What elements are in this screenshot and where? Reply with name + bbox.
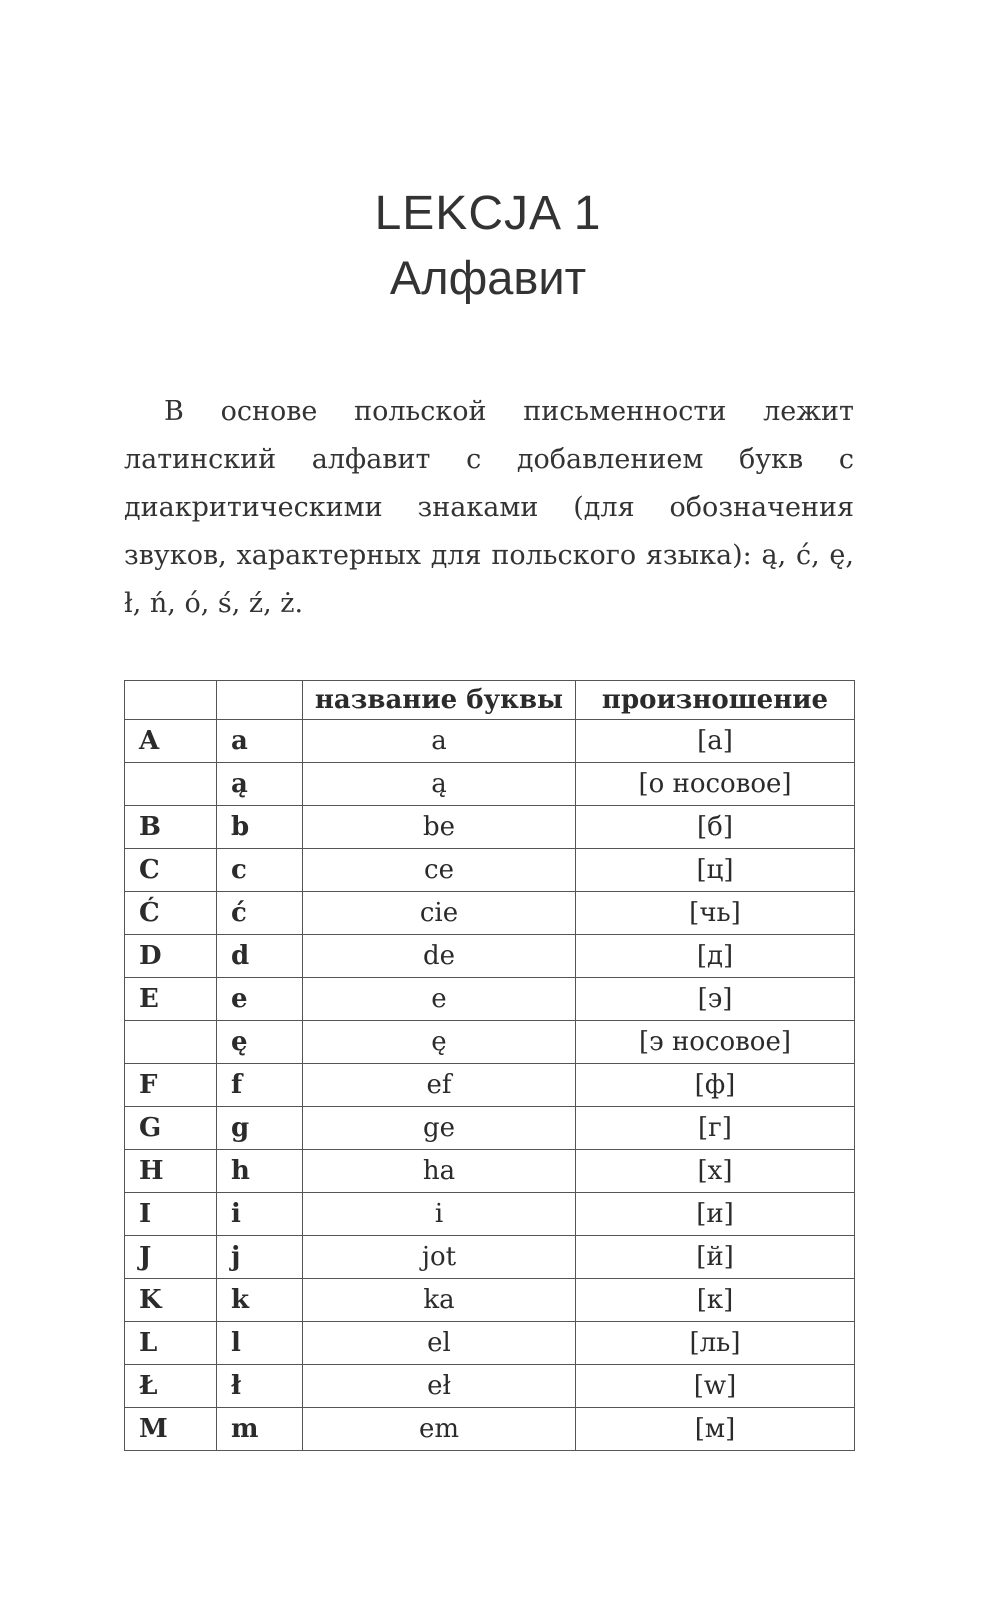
lesson-subtitle: Алфавит — [389, 251, 587, 304]
table-row — [125, 1021, 855, 1064]
pronunciation: [ф] — [576, 1064, 855, 1107]
lowercase-letter: e — [217, 978, 303, 1021]
uppercase-letter: E — [125, 978, 217, 1021]
pronunciation: [й] — [576, 1236, 855, 1279]
letter-name: de — [303, 935, 576, 978]
pronunciation: [чь] — [576, 892, 855, 935]
intro-paragraph: В основе польской письменности лежит латинский алфавит с добавлением букв с диакритическими знаками (для обозначения звуков, характерных для польского языка): ą, ć, ę, ł, ń, ó, ś, ź, ż. — [124, 396, 854, 619]
uppercase-letter: G — [125, 1107, 217, 1150]
letter-name: jot — [303, 1236, 576, 1279]
pronunciation: [и] — [576, 1193, 855, 1236]
pronunciation: [о носовое] — [576, 763, 855, 806]
letter-name: a — [303, 720, 576, 763]
table-row — [125, 978, 855, 1021]
uppercase-letter: C — [125, 849, 217, 892]
alphabet-table-body — [125, 720, 855, 1451]
lowercase-letter: c — [217, 849, 303, 892]
letter-name: be — [303, 806, 576, 849]
letter-name: eł — [303, 1365, 576, 1408]
uppercase-letter: A — [125, 720, 217, 763]
lowercase-letter: g — [217, 1107, 303, 1150]
lowercase-letter: j — [217, 1236, 303, 1279]
pronunciation: [ц] — [576, 849, 855, 892]
table-row — [125, 806, 855, 849]
letter-name: ą — [303, 763, 576, 806]
table-row — [125, 720, 855, 763]
lowercase-letter: f — [217, 1064, 303, 1107]
table-row — [125, 1236, 855, 1279]
uppercase-letter: M — [125, 1408, 217, 1451]
uppercase-letter: F — [125, 1064, 217, 1107]
uppercase-letter: B — [125, 806, 217, 849]
lowercase-letter: k — [217, 1279, 303, 1322]
table-row — [125, 1064, 855, 1107]
table-row — [125, 1150, 855, 1193]
uppercase-letter: L — [125, 1322, 217, 1365]
lowercase-letter: ą — [217, 763, 303, 806]
alphabet-table — [124, 680, 855, 1451]
letter-name: ę — [303, 1021, 576, 1064]
header-letter-name: название буквы — [303, 681, 576, 720]
lowercase-letter: ł — [217, 1365, 303, 1408]
pronunciation: [х] — [576, 1150, 855, 1193]
lesson-heading — [0, 187, 976, 304]
pronunciation: [к] — [576, 1279, 855, 1322]
uppercase-letter: I — [125, 1193, 217, 1236]
table-row — [125, 1193, 855, 1236]
pronunciation: [б] — [576, 806, 855, 849]
uppercase-letter: D — [125, 935, 217, 978]
lowercase-letter: d — [217, 935, 303, 978]
lowercase-letter: ę — [217, 1021, 303, 1064]
table-row — [125, 1365, 855, 1408]
pronunciation: [э] — [576, 978, 855, 1021]
uppercase-letter: H — [125, 1150, 217, 1193]
lesson-title: LEKCJA 1 — [374, 187, 602, 240]
table-header-row — [125, 681, 855, 720]
pronunciation: [э носовое] — [576, 1021, 855, 1064]
pronunciation: [м] — [576, 1408, 855, 1451]
lowercase-letter: a — [217, 720, 303, 763]
table-row — [125, 763, 855, 806]
table-row — [125, 935, 855, 978]
uppercase-letter: Ć — [125, 892, 217, 935]
table-row — [125, 1279, 855, 1322]
letter-name: ka — [303, 1279, 576, 1322]
pronunciation: [д] — [576, 935, 855, 978]
header-lowercase — [217, 681, 303, 720]
lowercase-letter: i — [217, 1193, 303, 1236]
pronunciation: [ль] — [576, 1322, 855, 1365]
pronunciation: [г] — [576, 1107, 855, 1150]
uppercase-letter: K — [125, 1279, 217, 1322]
lowercase-letter: h — [217, 1150, 303, 1193]
pronunciation: [а] — [576, 720, 855, 763]
table-row — [125, 1322, 855, 1365]
table-row — [125, 1408, 855, 1451]
letter-name: el — [303, 1322, 576, 1365]
lowercase-letter: ć — [217, 892, 303, 935]
letter-name: e — [303, 978, 576, 1021]
header-pronunciation: произношение — [576, 681, 855, 720]
uppercase-letter: J — [125, 1236, 217, 1279]
lowercase-letter: b — [217, 806, 303, 849]
header-uppercase — [125, 681, 217, 720]
letter-name: i — [303, 1193, 576, 1236]
letter-name: ce — [303, 849, 576, 892]
letter-name: em — [303, 1408, 576, 1451]
lowercase-letter: l — [217, 1322, 303, 1365]
pronunciation: [w] — [576, 1365, 855, 1408]
letter-name: ge — [303, 1107, 576, 1150]
uppercase-letter: Ł — [125, 1365, 217, 1408]
letter-name: ef — [303, 1064, 576, 1107]
uppercase-letter — [125, 763, 217, 806]
letter-name: ha — [303, 1150, 576, 1193]
table-row — [125, 1107, 855, 1150]
uppercase-letter — [125, 1021, 217, 1064]
table-row — [125, 892, 855, 935]
letter-name: cie — [303, 892, 576, 935]
table-row — [125, 849, 855, 892]
lowercase-letter: m — [217, 1408, 303, 1451]
